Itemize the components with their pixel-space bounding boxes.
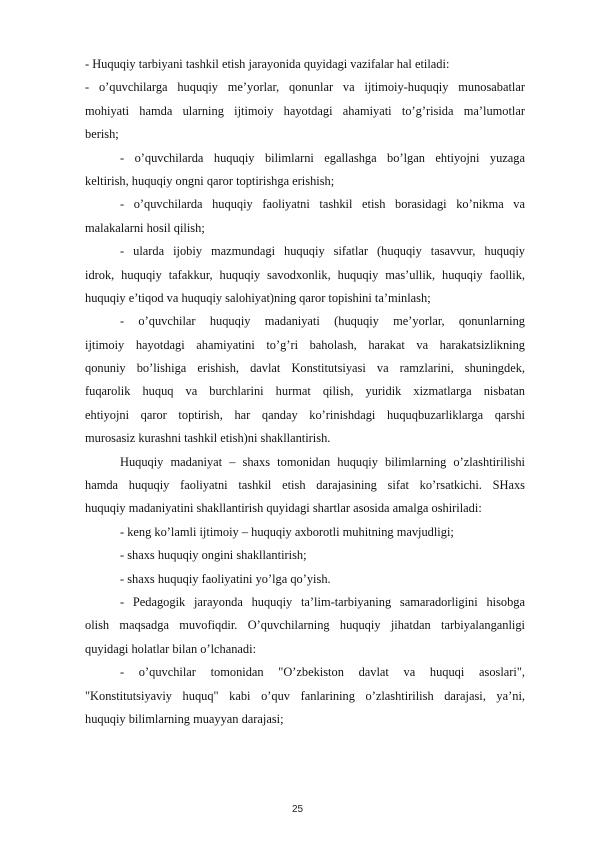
- text-line: - Huquqiy tarbiyani tashkil etish jarayonida quyidagi vazifalar hal etiladi:: [85, 57, 450, 71]
- paragraph-legal-culture: [85, 451, 525, 521]
- paragraph-task-1: [85, 76, 525, 146]
- list-item: [85, 521, 525, 544]
- text-line: Huquqiy madaniyat – shaxs tomonidan huquqiy bilimlarning o’zlashtirilishi: [120, 454, 525, 469]
- text-line: qonuniy bo’lishiga erishish, davlat Konstitutsiyasi va ramzlarini, shuningdek,: [85, 361, 525, 376]
- paragraph-intro: [85, 53, 525, 76]
- text-line: malakalarni hosil qilish;: [85, 220, 205, 235]
- paragraph-measure-1: [85, 661, 525, 731]
- text-line: - o’quvchilarda huquqiy faoliyatni tashkil etish borasidagi ko’nikma va: [120, 197, 525, 212]
- paragraph-task-4: [85, 240, 525, 310]
- page-number: 25: [291, 804, 304, 815]
- text-line: murosasiz kurashni tashkil etish)ni shakllantirish.: [85, 431, 331, 446]
- text-line: - keng ko’lamli ijtimoiy – huquqiy axborotli muhitning mavjudligi;: [120, 524, 454, 539]
- text-line: huquqiy e’tiqod va huquqiy salohiyat)ning qaror topishini ta’minlash;: [85, 290, 431, 305]
- text-line: quyidagi holatlar bilan o’lchanadi:: [85, 641, 257, 656]
- text-line: ehtiyojni qaror toptirish, har qanday ko’rinishdagi huquqbuzarliklarga qarshi: [85, 407, 525, 422]
- text-line: keltirish, huquqiy ongni qaror toptirishga erishish;: [85, 173, 335, 188]
- paragraph-pedagogic: [85, 591, 525, 661]
- text-line: - ularda ijobiy mazmundagi huquqiy sifatlar (huquqiy tasavvur, huquqiy: [120, 244, 525, 259]
- text-line: idrok, huquqiy tafakkur, huquqiy savodxonlik, huquqiy mas’ullik, huquqiy faollik,: [85, 267, 525, 282]
- text-line: hamda huquqiy faoliyatni tashkil etish darajasining sifat ko’rsatkichi. SHaxs: [85, 478, 525, 493]
- text-line: - o’quvchilarga huquqiy me’yorlar, qonunlar va ijtimoiy-huquqiy munosabatlar: [85, 80, 525, 95]
- document-page: [85, 53, 525, 731]
- list-item: [85, 544, 525, 567]
- paragraph-task-2: [85, 147, 525, 194]
- text-line: - shaxs huquqiy faoliyatini yo’lga qo’yish.: [120, 571, 331, 586]
- text-line: ijtimoiy hayotdagi ahamiyatini to’g’ri baholash, harakat va harakatsizlikning: [85, 337, 525, 352]
- text-line: mohiyati hamda ularning ijtimoiy hayotdagi ahamiyati to’g’risida ma’lumotlar: [85, 103, 525, 118]
- text-line: - shaxs huquqiy ongini shakllantirish;: [120, 548, 307, 563]
- text-line: - Pedagogik jarayonda huquqiy ta’lim-tarbiyaning samaradorligini hisobga: [120, 594, 525, 609]
- paragraph-task-5: [85, 310, 525, 450]
- text-line: - o’quvchilar huquqiy madaniyati (huquqiy me’yorlar, qonunlarning: [120, 314, 525, 329]
- paragraph-task-3: [85, 193, 525, 240]
- text-line: berish;: [85, 127, 119, 142]
- text-line: fuqarolik huquq va burchlarini hurmat qilish, yuridik xizmatlarga nisbatan: [85, 384, 525, 399]
- text-line: - o’quvchilar tomonidan "O’zbekiston davlat va huquqi asoslari",: [120, 665, 525, 680]
- text-line: - o’quvchilarda huquqiy bilimlarni egallashga bo’lgan ehtiyojni yuzaga: [120, 150, 525, 165]
- list-item: [85, 568, 525, 591]
- text-line: "Konstitutsiyaviy huquq" kabi o’quv fanlarining o’zlashtirilish darajasi, ya’ni,: [85, 688, 525, 703]
- text-line: huquqiy bilimlarning muayyan darajasi;: [85, 711, 284, 726]
- text-line: huquqiy madaniyatini shakllantirish quyidagi shartlar asosida amalga oshiriladi:: [85, 501, 482, 516]
- text-line: olish maqsadga muvofiqdir. O’quvchilarning huquqiy jihatdan tarbiyalanganligi: [85, 618, 525, 633]
